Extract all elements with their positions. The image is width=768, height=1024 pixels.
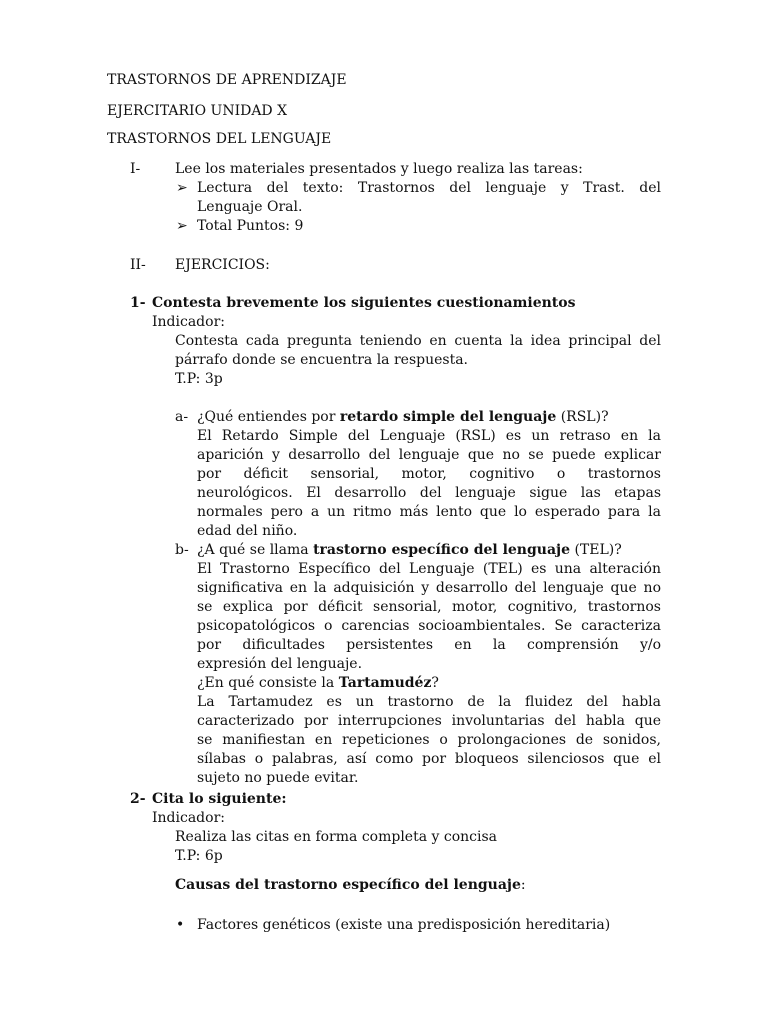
answer-b-line-5: por dificultades persistentes en la comprensión y/o: [197, 637, 661, 653]
exercise-1-title: Contesta brevemente los siguientes cuestionamientos: [152, 295, 576, 311]
question-b-letter: b-: [175, 542, 189, 558]
question-b: [197, 541, 622, 560]
answer-b-line-2: significativa en la adquisición y desarrollo del lenguaje que no: [197, 580, 661, 596]
answer-b-line-1: El Trastorno Específico del Lenguaje (TEL) es una alteración: [197, 561, 661, 577]
question-a-term: retardo simple del lenguaje: [339, 409, 557, 425]
exercise-2-indicator-line-1: Realiza las citas en forma completa y concisa: [175, 829, 497, 845]
answer-b-line-4: psicopatológicos o carencias socioambientales. Se caracteriza: [197, 618, 661, 634]
exercise-2-indicator-label: Indicador:: [152, 810, 225, 826]
answer-b-line-3: se explica por déficit sensorial, motor, cognitivo, trastornos: [197, 599, 661, 615]
answer-c-line-1: La Tartamudez es un trastorno de la fluidez del habla: [197, 694, 661, 710]
bullet-dot-icon: •: [176, 917, 185, 933]
section-i-item-1-line-1: Lectura del texto: Trastornos del lenguaje y Trast. del: [197, 180, 661, 196]
causes-colon: :: [520, 877, 526, 893]
exercise-2-title: Cita lo siguiente:: [152, 791, 287, 807]
answer-b-line-6: expresión del lenguaje.: [197, 656, 363, 672]
answer-a-line-1: El Retardo Simple del Lenguaje (RSL) es un retraso en la: [197, 428, 661, 444]
exercise-1-indicator-label: Indicador:: [152, 314, 225, 330]
answer-c-line-2: caracterizado por interrupciones involuntarias del habla que: [197, 713, 661, 729]
exercise-1-indicator-line-1: Contesta cada pregunta teniendo en cuenta la idea principal del: [175, 333, 661, 349]
section-i-numeral: I-: [130, 161, 141, 177]
question-b-post: (TEL)?: [570, 542, 622, 558]
answer-a-line-2: aparición y desarrollo del lenguaje que no se puede explicar: [197, 447, 661, 463]
answer-c-line-4: sílabas o palabras, así como por bloqueos silenciosos que el: [197, 751, 661, 767]
question-a-letter: a-: [175, 409, 189, 425]
doc-title-line-2: EJERCITARIO UNIDAD X: [107, 103, 288, 119]
question-c-pre: ¿En qué consiste la: [197, 675, 339, 691]
section-i-item-1-line-2: Lenguaje Oral.: [197, 199, 303, 215]
section-i-item-2: Total Puntos: 9: [197, 218, 304, 234]
question-c-post: ?: [431, 675, 439, 691]
question-a-pre: ¿Qué entiendes por: [197, 409, 340, 425]
question-c-term: Tartamudéz: [338, 675, 432, 691]
question-a-post: (RSL)?: [556, 409, 609, 425]
causes-title: Causas del trastorno específico del lenguaje: [175, 877, 521, 893]
section-ii-text: EJERCICIOS:: [175, 257, 270, 273]
exercise-1-indicator-line-2: párrafo donde se encuentra la respuesta.: [175, 352, 469, 368]
answer-a-line-3: por déficit sensorial, motor, cognitivo o trastornos: [197, 466, 661, 482]
causes-heading: [175, 876, 526, 895]
question-b-pre: ¿A qué se llama: [197, 542, 314, 558]
doc-title-line-1: TRASTORNOS DE APRENDIZAJE: [107, 72, 347, 88]
exercise-1-number: 1-: [130, 295, 146, 311]
answer-a-line-6: edad del niño.: [197, 523, 298, 539]
answer-a-line-5: normales pero a un ritmo más lento que lo esperado para la: [197, 504, 661, 520]
question-b-term: trastorno específico del lenguaje: [313, 542, 570, 558]
section-ii-numeral: II-: [130, 257, 146, 273]
answer-c-line-5: sujeto no puede evitar.: [197, 770, 359, 786]
section-i-text: Lee los materiales presentados y luego realiza las tareas:: [175, 161, 583, 177]
exercise-2-points: T.P: 6p: [175, 848, 223, 864]
cause-item-1: Factores genéticos (existe una predisposición hereditaria): [197, 917, 611, 933]
question-a: [197, 408, 609, 427]
question-c: [197, 674, 439, 693]
arrow-bullet-icon: ➢: [176, 218, 188, 234]
answer-a-line-4: neurológicos. El desarrollo del lenguaje sigue las etapas: [197, 485, 661, 501]
answer-c-line-3: se manifiestan en repeticiones o prolongaciones de sonidos,: [197, 732, 661, 748]
exercise-2-number: 2-: [130, 791, 146, 807]
exercise-1-points: T.P: 3p: [175, 371, 223, 387]
doc-title-line-3: TRASTORNOS DEL LENGUAJE: [107, 131, 332, 147]
arrow-bullet-icon: ➢: [176, 180, 188, 196]
